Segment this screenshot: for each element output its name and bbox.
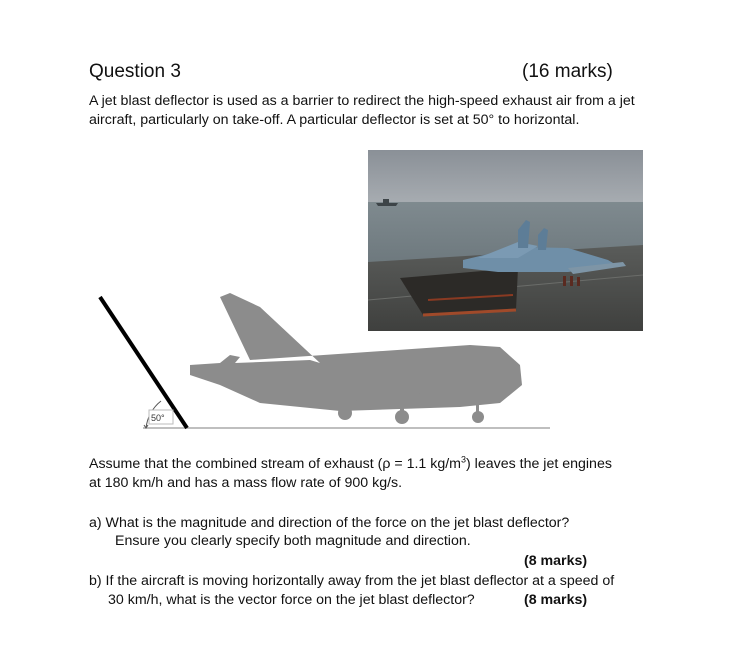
part-a-line2: Ensure you clearly specify both magnitude and direction. [115,533,471,549]
assume-line1-pre: Assume that the combined stream of exhaust (ρ = 1.1 kg/m [89,456,461,472]
question-title: Question 3 [89,61,181,82]
part-a-line1: a) What is the magnitude and direction of the force on the jet blast deflector? [89,515,570,531]
assume-line1-sup: 3 [461,454,467,465]
part-b-line1: b) If the aircraft is moving horizontally away from the jet blast deflector at a speed of [89,573,615,589]
aircraft-silhouette [190,293,522,424]
assumption-text [89,455,669,493]
question-marks: (16 marks) [522,61,613,82]
part-a-marks: (8 marks) [524,553,588,569]
deflector-line [100,297,187,428]
question-intro: A jet blast deflector is used as a barrier to redirect the high-speed exhaust air from a jet aircraft, particularly on take-off. A particular deflector is set at 50° to horizontal. [89,93,635,128]
assume-line2: at 180 km/h and has a mass flow rate of 900 kg/s. [89,475,403,491]
assume-line1-post: ) leaves the jet engines [466,456,612,472]
part-b-line2: 30 km/h, what is the vector force on the jet blast deflector? [108,592,475,608]
part-b-marks: (8 marks) [524,592,588,608]
deflector-diagram [60,285,560,445]
angle-label: 50° [151,413,165,423]
